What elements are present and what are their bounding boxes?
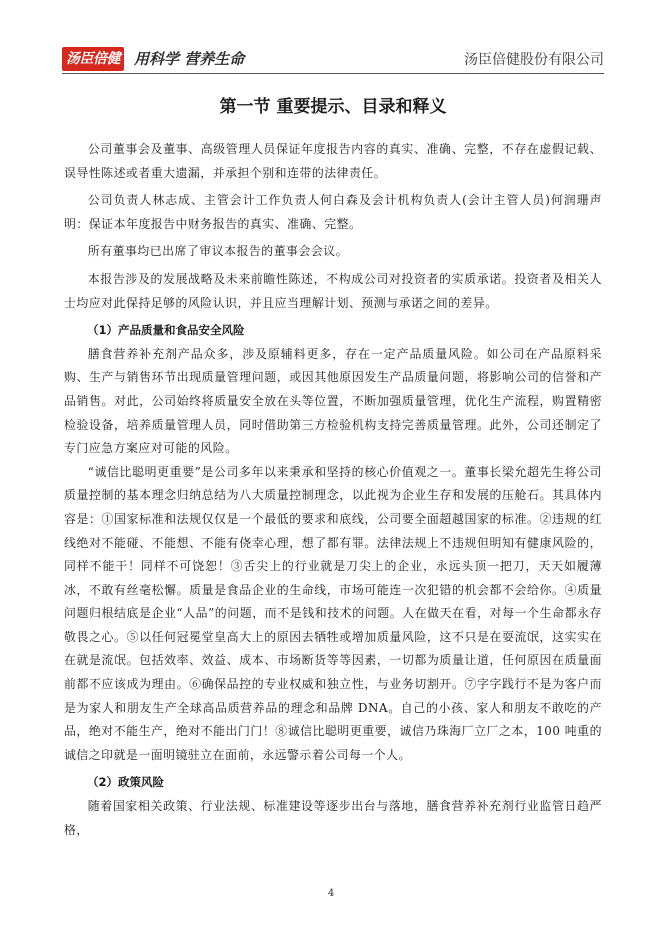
paragraph-quality-principles: “诚信比聪明更重要”是公司多年以来秉承和坚持的核心价值观之一。董事长梁允超先生将公司质量控制的基本理念归纳总结为八大质量控制理念，以此视为企业生存和发展的压舱石。其具体内容是：①国家标准和法规仅仅是一个最低的要求和底线，公司要全面超越国家的标准。②违规的红线绝对不能碰、不能想、不能有侥幸心理，想了都有罪。法律法规上不违规但明知有健康风险的，同样不能干！同样不可饶恕！③舌尖上的行业就是刀尖上的企业，永远头顶一把刀，天天如履薄冰，不敢有丝毫松懈。质量是食品企业的生命线，市场可能连一次犯错的机会都不会给你。④质量问题归根结底是企业“人品”的问题，而不是钱和技术的问题。人在做天在看，对每一个生命都永存敬畏之心。⑤以任何冠冕堂皇高大上的原因去牺牲或增加质量风险，这不只是在耍流氓，这实实在在就是流氓。包括效率、效益、成本、市场断货等等因素，一切都为质量让道，任何原因在质量面前都不应该成为理由。⑥确保品控的专业权威和独立性，与业务切割开。⑦字字践行不是为客户而是为家人和朋友生产全球高品质营养品的理念和品牌 DNA。自己的小孩、家人和朋友不敢吃的产品，绝对不能生产，绝对不能出门门！⑧诚信比聪明更重要，诚信乃珠海厂立厂之本，100 吨重的诚信之印就是一面明镜驻立在面前，永远警示着公司每一个人。 [64, 464, 602, 762]
paragraph-forward-looking: 本报告涉及的发展战略及未来前瞻性陈述，不构成公司对投资者的实质承诺。投资者及相关人士均应对此保持足够的风险认识，并且应当理解计划、预测与承诺之间的差异。 [64, 271, 602, 310]
section-title: 第一节 重要提示、目录和释义 [219, 97, 447, 117]
paragraph-quality-risk: 膳食营养补充剂产品众多，涉及原辅料更多，存在一定产品质量风险。如公司在产品原料采购、生产与销售环节出现质量管理问题，或因其他原因发生产品质量问题，将影响公司的信誉和产品销售。对此，公司始终将质量安全放在头等位置，不断加强质量管理，优化生产流程，购置精密检验设备，培养质量管理人员，同时借助第三方检验机构支持完善质量管理。此外，公司还制定了专门应急方案应对可能的风险。 [64, 346, 602, 456]
paragraph-officer-statement: 公司负责人林志成、主管会计工作负责人何白森及会计机构负责人(会计主管人员)何润珊声明：保证本年度报告中财务报告的真实、准确、完整。 [64, 193, 602, 231]
header-slogan: 用科学 营养生命 [134, 50, 245, 68]
company-logo: 汤臣倍健 [62, 47, 124, 71]
subheading-quality-risk: （1）产品质量和食品安全风险 [87, 323, 245, 338]
subheading-policy-risk: （2）政策风险 [87, 775, 165, 790]
page-number: 4 [327, 888, 335, 899]
page-header [62, 44, 604, 74]
paragraph-policy-risk: 随着国家相关政策、行业法规、标准建设等逐步出台与落地，膳食营养补充剂行业监管日趋严格， [64, 799, 602, 837]
paragraph-board-guarantee: 公司董事会及董事、高级管理人员保证年度报告内容的真实、准确、完整，不存在虚假记载、误导性陈述或者重大遗漏，并承担个别和连带的法律责任。 [64, 142, 602, 180]
document-body [64, 138, 602, 842]
header-company-name: 汤臣倍健股份有限公司 [464, 52, 604, 68]
paragraph-attendance: 所有董事均已出席了审议本报告的董事会会议。 [87, 244, 349, 259]
header-divider [62, 73, 604, 74]
